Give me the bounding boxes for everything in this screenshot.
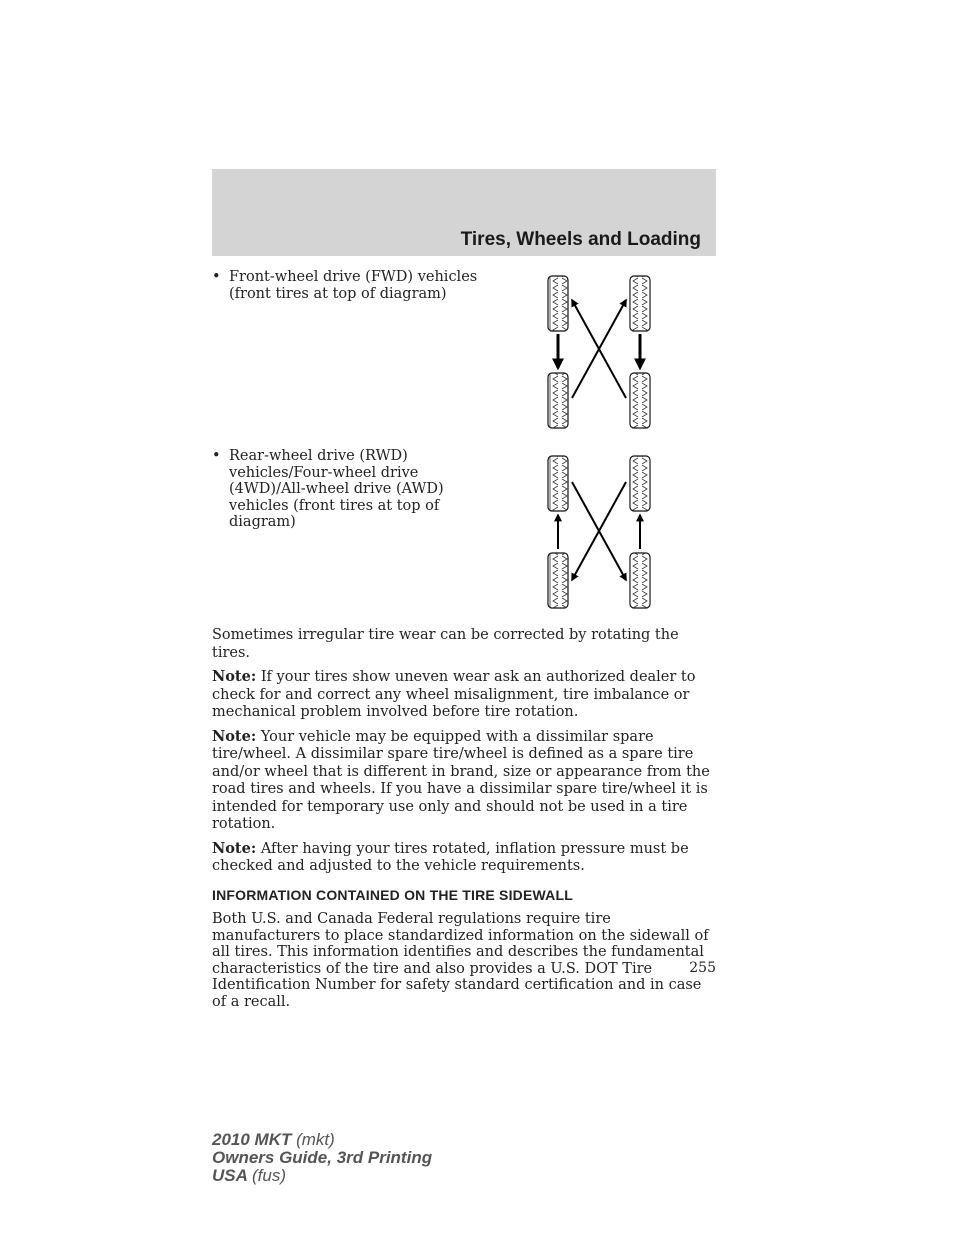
paragraph-rotation: Sometimes irregular tire wear can be corrected by rotating the tires.	[212, 627, 679, 661]
header-band	[212, 169, 716, 256]
note-label: Note:	[212, 727, 257, 745]
bullet-rwd-awd	[212, 448, 482, 531]
section-title: Tires, Wheels and Loading	[460, 229, 701, 250]
tire-rear-left	[548, 553, 568, 608]
subheading: INFORMATION CONTAINED ON THE TIRE SIDEWALL	[212, 886, 573, 903]
tire-front-left	[548, 456, 568, 511]
footer-line	[212, 1167, 432, 1185]
bullet-line: vehicles/Four-wheel drive	[229, 464, 419, 481]
footer-model-code: (mkt)	[296, 1130, 335, 1149]
bullet-line: Front-wheel drive (FWD) vehicles	[229, 269, 478, 285]
footer	[212, 1131, 432, 1185]
tire-rear-left	[548, 373, 568, 428]
tire-rear-right	[630, 553, 650, 608]
rwd-awd-rotation-diagram	[540, 450, 660, 610]
footer-market-code: (fus)	[252, 1166, 286, 1185]
note-label: Note:	[212, 839, 257, 857]
bullet-line: (4WD)/All-wheel drive (AWD)	[229, 481, 444, 497]
bullet-dot: •	[212, 448, 221, 464]
bullet-line: (front tires at top of diagram)	[229, 285, 447, 302]
footer-market: USA	[212, 1166, 248, 1185]
note-text: After having your tires rotated, inflation pressure must be checked and adjusted to the vehicle requirements.	[212, 840, 689, 874]
page-number: 255	[689, 960, 716, 976]
tire-front-right	[630, 276, 650, 331]
bullet-line: diagram)	[229, 514, 296, 530]
body-text	[212, 627, 718, 1016]
bullet-dot: •	[212, 269, 221, 285]
note-paragraph	[212, 840, 718, 876]
note-text: If your tires show uneven wear ask an authorized dealer to check for and correct any wheel misalignment, tire imbalance or mechanical problem involved before tire rotation.	[212, 669, 696, 720]
tire-rear-right	[630, 373, 650, 428]
note-paragraph	[212, 668, 718, 722]
bullet-line: Rear-wheel drive (RWD)	[229, 448, 408, 464]
tire-front-right	[630, 456, 650, 511]
footer-line: Owners Guide, 3rd Printing	[212, 1148, 433, 1167]
bullet-line: vehicles (front tires at top of	[229, 497, 440, 514]
footer-model: 2010 MKT	[212, 1130, 292, 1149]
fwd-rotation-diagram	[540, 270, 660, 430]
note-text: Your vehicle may be equipped with a dissimilar spare tire/wheel. A dissimilar spare tire/wheel is defined as a spare tire and/or wheel that is different in brand, size or appearance from the road tires and wheels. If you have a dissimilar spare tire/wheel it is intended for temporary use only and should not be used in a tire rotation.	[212, 728, 710, 832]
bullet-fwd	[212, 269, 482, 302]
note-paragraph	[212, 728, 718, 834]
tire-front-left	[548, 276, 568, 331]
footer-line	[212, 1131, 432, 1149]
note-label: Note:	[212, 668, 257, 685]
paragraph-sidewall: Both U.S. and Canada Federal regulations require tire manufacturers to place standardized information on the sidewall of all tires. This information identifies and describes the fundamental characteristics of the tire and also provides a U.S. DOT Tire Identification Number for safety standard certification and in case of a recall.	[212, 911, 709, 1010]
